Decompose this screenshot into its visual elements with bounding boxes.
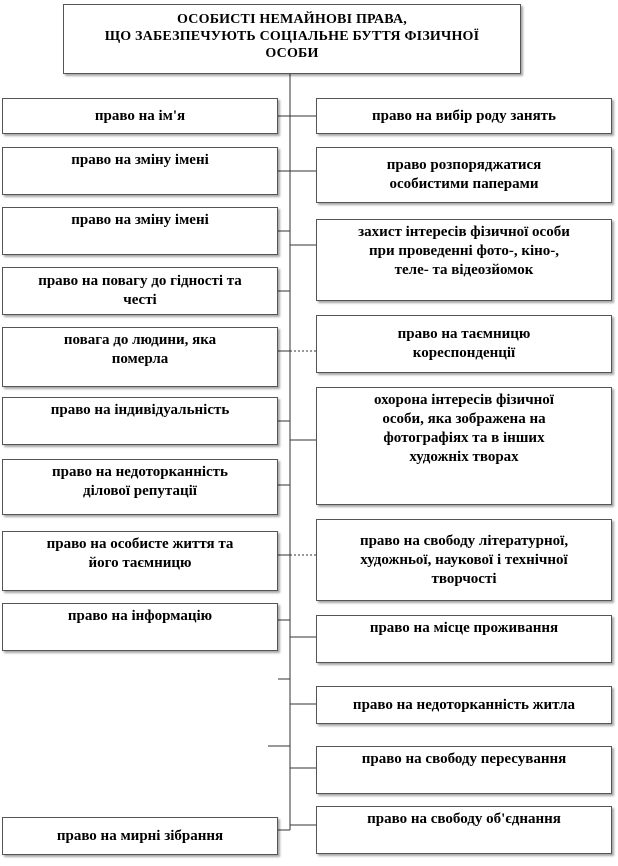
right-box-3: [316, 219, 612, 301]
right-box-10: [316, 806, 612, 854]
left-box-2: [2, 147, 278, 195]
right-box-7: [316, 615, 612, 663]
right-box-label: право на таємницю кореспонденції: [397, 326, 531, 361]
right-box-label: захист інтересів фізичної особи при проведенні фото-, кіно-, теле- та відеозйомок: [358, 224, 570, 278]
right-box-label: право на вибір роду занять: [372, 107, 556, 124]
left-box-label: право на повагу до гідності та честі: [38, 273, 242, 308]
left-box-7: [2, 459, 278, 515]
left-box-label: право на мирні зібрання: [56, 827, 224, 844]
left-box-label: право на індивідуальність: [50, 402, 230, 418]
left-box-1: [2, 98, 278, 134]
right-box-label: право на місце проживання: [369, 620, 559, 636]
right-box-label: право на свободу об'єднання: [367, 811, 561, 827]
right-box-4: [316, 315, 612, 373]
left-box-5: [2, 327, 278, 387]
right-box-1: [316, 98, 612, 134]
left-box-4: [2, 267, 278, 315]
left-box-label: право на ім'я: [94, 107, 186, 124]
right-box-label: право розпоряджатися особистими паперами: [386, 157, 542, 192]
right-box-label: право на свободу літературної, художньої, наукової і технічної творчості: [359, 532, 569, 587]
right-box-6: [316, 519, 612, 601]
left-box-label: повага до людини, яка померла: [63, 332, 217, 367]
left-box-label: право на особисте життя та його таємницю: [46, 536, 234, 571]
left-box-label: право на зміну імені: [71, 212, 209, 228]
left-box-3: [2, 207, 278, 255]
left-box-9: [2, 603, 278, 651]
right-box-label: охорона інтересів фізичної особи, яка зображена на фотографіях та в інших художніх творах: [374, 392, 554, 465]
left-box-label: право на зміну імені: [71, 152, 209, 168]
right-box-9: [316, 746, 612, 794]
left-box-label: право на недоторканність ділової репутації: [52, 464, 228, 499]
left-box-6: [2, 397, 278, 445]
right-box-label: право на недоторканність житла: [352, 696, 576, 713]
title-box: [63, 4, 521, 74]
left-box-label: право на інформацію: [67, 608, 213, 624]
right-box-5: [316, 387, 612, 505]
right-box-2: [316, 147, 612, 203]
left-box-8: [2, 531, 278, 591]
title-text: ОСОБИСТІ НЕМАЙНОВІ ПРАВА, ЩО ЗАБЕЗПЕЧУЮТЬ СОЦІАЛЬНЕ БУТТЯ ФІЗИЧНОЇ ОСОБИ: [104, 12, 480, 61]
right-box-label: право на свободу пересування: [361, 751, 567, 767]
right-box-8: [316, 686, 612, 724]
left-box-10: [2, 817, 278, 855]
